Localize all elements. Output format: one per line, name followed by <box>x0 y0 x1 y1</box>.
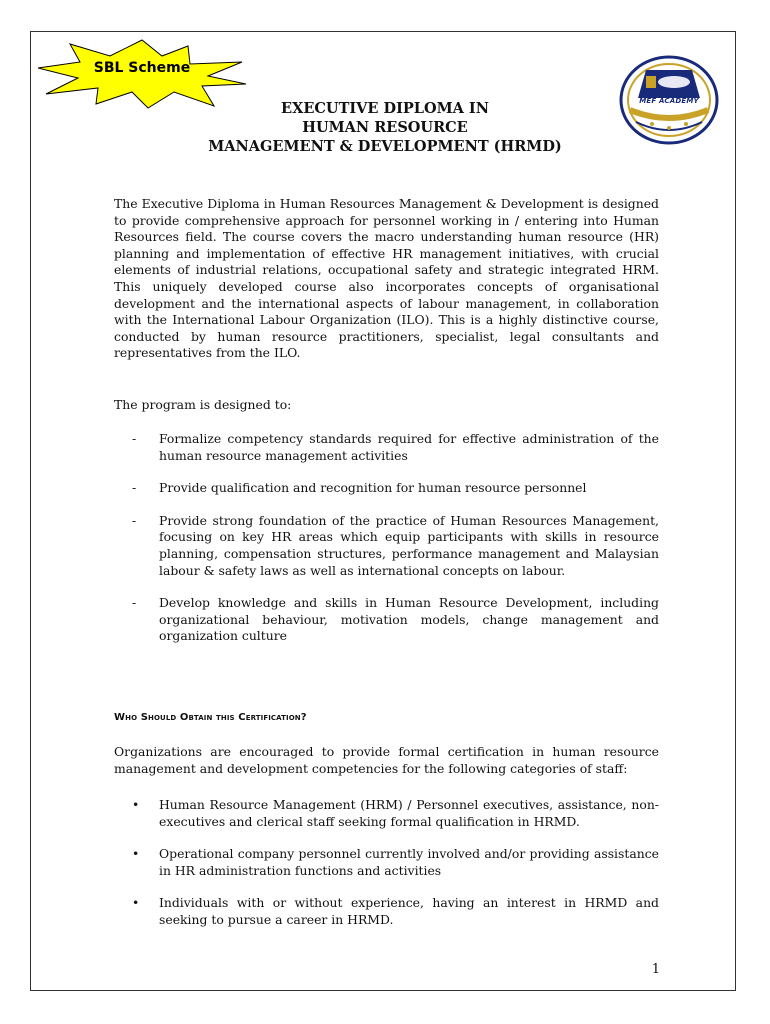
list-item-text: Provide strong foundation of the practice of Human Resources Management, focusing on key HR areas which equip participants with skills in resource planning, compensation structures, performance management and Malaysian labour & safety laws as well as international concepts on labour. <box>159 512 659 578</box>
list-item <box>114 895 659 928</box>
dash-marker: - <box>132 595 137 611</box>
document-title <box>150 99 620 156</box>
list-item-text: Provide qualification and recognition for human resource personnel <box>159 480 587 496</box>
list-item <box>114 431 659 464</box>
dash-marker: - <box>132 480 137 496</box>
badge-label: SBL Scheme <box>93 60 191 76</box>
bullet-marker: • <box>132 895 140 911</box>
bullet-marker: • <box>132 846 140 862</box>
program-list <box>114 431 659 645</box>
page-number: 1 <box>651 962 660 977</box>
list-item <box>114 846 659 879</box>
who-list <box>114 797 659 929</box>
list-item-text: Develop knowledge and skills in Human Resource Development, including organizational behaviour, motivation models, change management and organization culture <box>159 595 659 644</box>
bullet-marker: • <box>132 797 140 812</box>
list-item-text: Formalize competency standards required for effective administration of the human resource management activities <box>159 431 659 463</box>
title-line-3: MANAGEMENT & DEVELOPMENT (HRMD) <box>208 138 562 155</box>
logo-text: MEF ACADEMY <box>639 97 699 105</box>
list-item-text: Human Resource Management (HRM) / Personnel executives, assistance, non-executives and clerical staff seeking formal qualification in HRMD. <box>159 797 659 829</box>
dash-marker: - <box>132 431 137 446</box>
list-item <box>114 513 659 579</box>
section-heading: Who Should Obtain this Certification? <box>114 712 307 723</box>
title-line-2: HUMAN RESOURCE <box>302 119 468 136</box>
dash-marker: - <box>132 512 137 528</box>
title-line-1: EXECUTIVE DIPLOMA IN <box>281 100 489 117</box>
list-item <box>114 797 659 830</box>
who-paragraph: Organizations are encouraged to provide formal certification in human resource management and development competencies for the following categories of staff: <box>114 744 659 776</box>
intro-paragraph: The Executive Diploma in Human Resources Management & Development is designed to provide comprehensive approach for personnel working in / entering into Human Resources field. The course covers the macro understanding human resource (HR) planning and implementation of effective HR management initiatives, with crucial elements of industrial relations, occupational safety and strategic integrated HRM. This uniquely developed course also incorporates concepts of organisational development and the international aspects of labour management, in collaboration with the International Labour Organization (ILO). This is a highly distinctive course, conducted by human resource practitioners, specialist, legal consultants and representatives from the ILO. <box>114 196 659 361</box>
list-item-text: Individuals with or without experience, having an interest in HRMD and seeking to pursue a career in HRMD. <box>159 895 659 927</box>
list-item <box>114 595 659 645</box>
program-lead: The program is designed to: <box>114 397 292 412</box>
list-item <box>114 480 659 497</box>
list-item-text: Operational company personnel currently involved and/or providing assistance in HR administration functions and activities <box>159 846 659 878</box>
